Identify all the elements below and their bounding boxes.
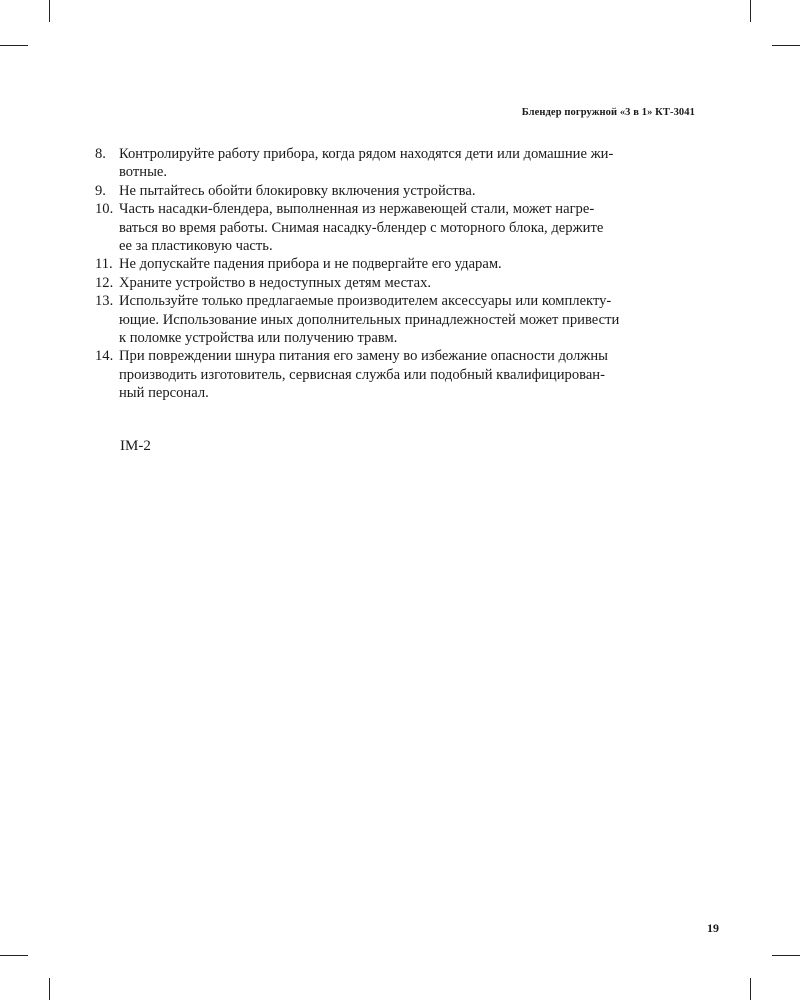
item-number: 14. — [95, 348, 114, 365]
list-item — [95, 182, 715, 200]
list-item — [95, 292, 715, 347]
list-item — [95, 200, 715, 255]
item-text: Храните устройство в недоступных детям местах. — [119, 274, 432, 291]
item-number: 13. — [95, 293, 114, 310]
list-item — [95, 145, 715, 182]
model-code: IM-2 — [120, 438, 151, 454]
crop-mark-bottom-right — [750, 978, 751, 1000]
page-number: 19 — [707, 921, 719, 935]
item-text: Контролируйте работу прибора, когда рядом находятся дети или домашние жи- вотные. — [119, 146, 614, 181]
item-number: 12. — [95, 274, 114, 291]
item-text: Часть насадки-блендера, выполненная из нержавеющей стали, может нагре- ваться во время работы. Снимая насадку-блендер с моторного блока, держите ее за пластиковую часть. — [119, 201, 604, 255]
item-number: 8. — [95, 146, 106, 162]
crop-mark-right-bottom — [772, 955, 800, 956]
running-header: Блендер погружной «3 в 1» КТ-3041 — [521, 107, 695, 118]
item-number: 11. — [95, 256, 113, 273]
list-item — [95, 347, 715, 402]
list-item — [95, 274, 715, 292]
item-number: 9. — [95, 182, 106, 199]
crop-mark-top-left — [49, 0, 50, 22]
item-text: При повреждении шнура питания его замену во избежание опасности должны производить изготовитель, сервисная служба или подобный квалифицирован- ный персонал. — [119, 348, 608, 402]
crop-mark-top-right — [750, 0, 751, 22]
item-text: Не допускайте падения прибора и не подвергайте его ударам. — [119, 256, 502, 273]
crop-mark-bottom-left — [49, 978, 50, 1000]
safety-instructions-list — [95, 145, 715, 403]
crop-mark-right-top — [772, 45, 800, 46]
crop-mark-left-top — [0, 45, 28, 46]
list-item — [95, 255, 715, 273]
item-text: Не пытайтесь обойти блокировку включения устройства. — [119, 182, 476, 199]
crop-mark-left-bottom — [0, 955, 28, 956]
item-number: 10. — [95, 201, 114, 218]
item-text: Используйте только предлагаемые производителем аксессуары или комплекту- ющие. Использование иных дополнительных принадлежностей может привести к поломке устройства или получению травм. — [119, 293, 620, 347]
